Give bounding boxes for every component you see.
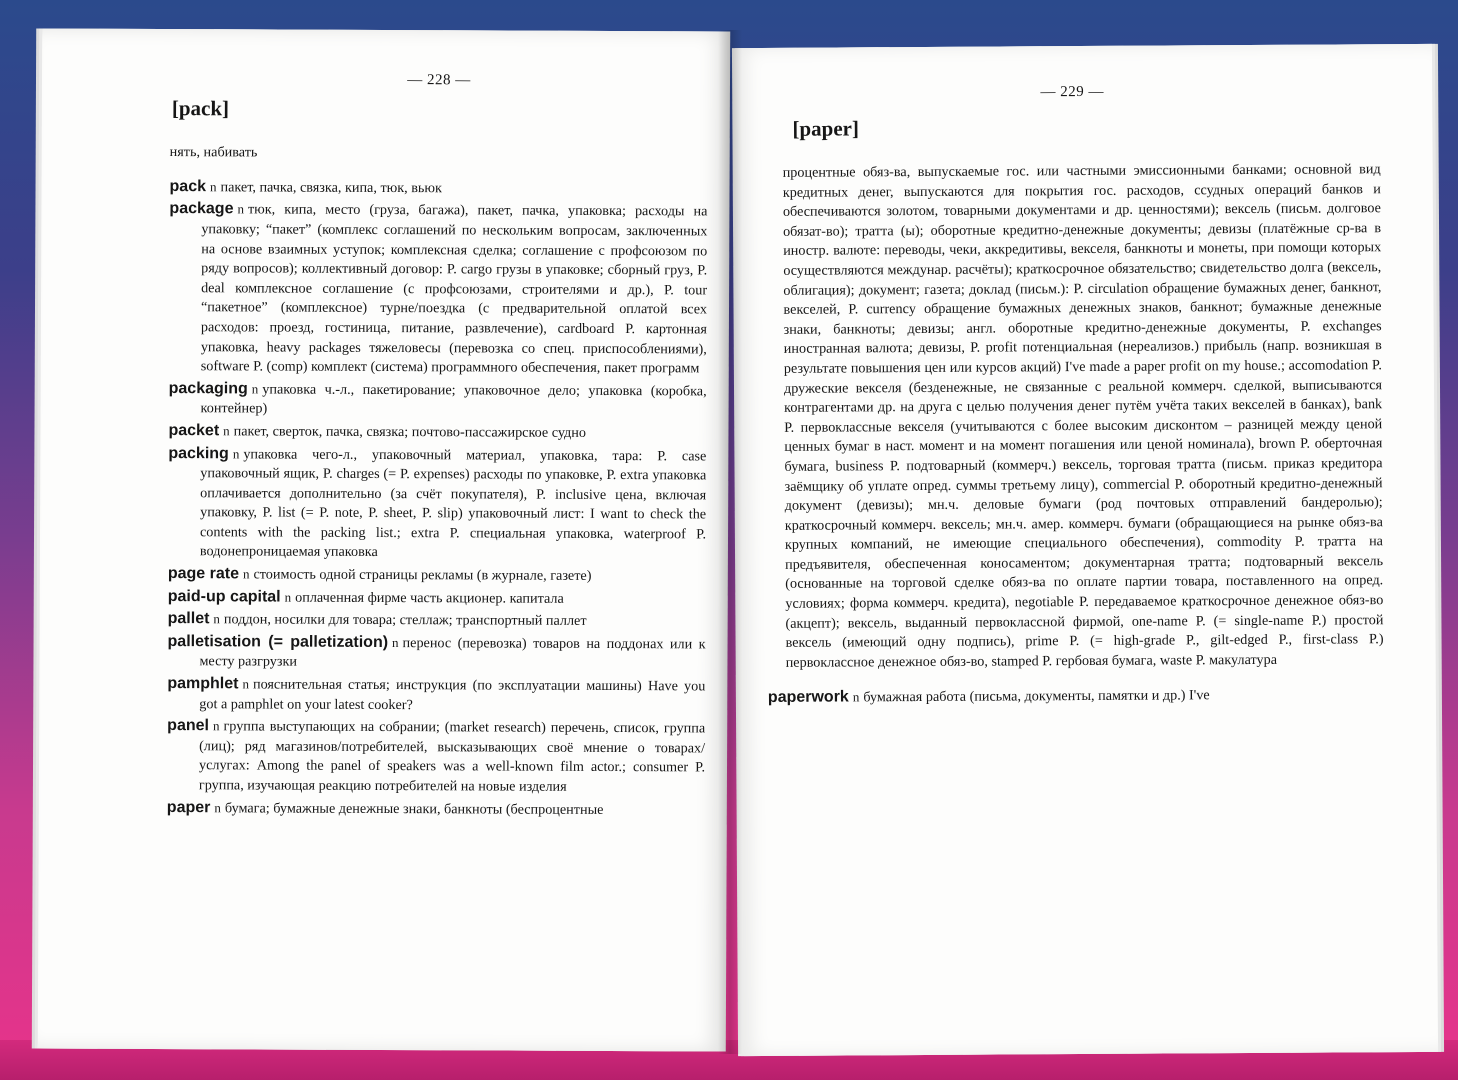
headword: packet [168, 421, 220, 440]
headword: pallet [167, 610, 210, 628]
continuation-text: процентные обяз-ва, выпускаемые гос. или частными эмиссионными банками; основной вид кредитных денег, выпускаются для покрытия гос. расходов, ссудных операций банков и обеспечиваются золотом, товарными документами и др. ценностями); вексель (письм. долговое обязат-во); тратта (ы); оборотные кредитно-денежные документы; девизы (платёжные ср-ва в иностр. валюте: переводы, чеки, аккредитивы, векселя, банкноты и монеты, при помощи которых осуществляются междунар. расчёты); краткосрочное обязательство; свидетельство долга (вексель, облигация); документ; газета; доклад (письм.): P. circulation обращение бумажных денег, банкнот, векселей, P. currency обращение бумажных денежных знаков, банкнот; бумажные денежные знаки, банкноты; девизы; англ. оборотные кредитно-денежные документы, P. exchanges иностранная валюта; девизы, P. profit потенциальная (нереализов.) прибыль (напр. возникшая в результате повышения цен или курсов акций) I've made a paper profit on my house.; accomodation P. дружеские векселя (безденежные, не связанные с реальной коммерч. сделкой, выписываются контрагентами др. на друга с целью получения денег путём учёта таких векселей в банках), bank P. первоклассные векселя (учитываются с более высоким дисконтом – разницей между ценой ценных бумаг в наст. момент и на момент погашения или ценой номинала), brown P. оберточная бумага, business P. подтоварный (коммерч.) вексель, торговая тратта (письм. приказ кредитора заёмщику об уплате опред. суммы третьему лицу), commercial P. оборотный кредитно-денежный документ (девизы); мн.ч. деловые бумаги (род почтовых отправлений бандеролью); краткосрочный коммерч. вексель; мн.ч. амер. коммерч. бумаги (обращающиеся на рынке обяз-ва крупных компаний, не имеющие специального обеспечения), commodity P. тратта на предъявителя, обеспеченная коносаментом; документарная тратта; подтоварный вексель (основанные на торговой сделке обяз-ва по оплате партии товара, поставленного на опред. условиях; форма коммерч. кредита), negotiable P. передаваемое краткосрочное денежное обяз-во (акцепт); вексель, выданный первоклассной фирмой, one-name P. (= single-name P.) простой вексель (имеющий одну подпись), prime P. (= high-grade P., gilt-edged P., first-class P.) первоклассное денежное обяз-во, stamped P. гербовая бумага, waste P. макулатура [782, 161, 1384, 671]
part-of-speech: n [237, 201, 245, 217]
part-of-speech: n [212, 718, 220, 734]
dictionary-entry [168, 587, 706, 610]
definition: пояснительная статья; инструкция (по эксплуатации машины) Have you got a pamphlet on your latest cooker? [199, 676, 706, 713]
definition: бумага; бумажные денежные знаки, банкноты (беспроцентные [224, 799, 604, 818]
part-of-speech: n [214, 799, 221, 815]
definition: перенос (перевозка) товаров на поддонах или к месту разгрузки [199, 634, 706, 671]
definition: группа выступающих на собрании; (market research) перечень, список, группа (лиц); ряд магазинов/потребителей, высказывающих своё мнение о товарах/услугах: Among the panel of speakers was a well-known film actor.; consumer P. группа, изучающая реакцию потребителей на новые изделия [198, 718, 706, 795]
headword: paper [166, 798, 211, 816]
headword: package [169, 200, 234, 218]
definition: стоимость одной страницы рекламы (в журнале, газете) [253, 566, 592, 584]
part-of-speech: n [251, 381, 259, 397]
headword: palletisation (= palletization) [167, 632, 389, 651]
definition: бумажная работа (письма, документы, памятки и др.) I've [863, 686, 1210, 705]
dictionary-entry [169, 379, 707, 422]
headword: page rate [167, 565, 240, 583]
dictionary-entry [168, 444, 707, 565]
headword: paid-up capital [167, 587, 281, 606]
part-of-speech: n [242, 566, 250, 582]
definition: пакет, сверток, пачка, связка; почтово-пассажирское судно [233, 423, 587, 441]
dictionary-entry [167, 632, 705, 675]
part-of-speech: n [213, 611, 220, 627]
dictionary-entry [168, 609, 706, 632]
part-of-speech: n [852, 689, 860, 705]
headword: packaging [168, 379, 248, 398]
definition: пакет, пачка, связка, кипа, тюк, вьюк [220, 179, 442, 197]
definition: упаковка ч.-л., пакетирование; упаковочное дело; упаковка (коробка, контейнер) [200, 381, 707, 417]
part-of-speech: n [209, 179, 217, 195]
definition: тюк, кипа, место (груза, багажа), пакет, пачка, упаковка; расходы на упаковку; “пакет” (комплекс соглашений по нескольким вопросам, заключенных на основе взаимных уступок; комплексная сделка; соглашение с профсоюзом по ряду вопросов); коллективный договор: P. cargo грузы в упаковке; сборный груз, P. deal комплексное соглашение (с профсоюзами, строителями и др.), P. tour “пакетное” (комплексное) турне/поездка (с предварительной оплатой всех расходов: проезд, гостиница, питание, развлечение), cardboard P. картонная упаковка, heavy packages тяжеловесы (перевозка со спец. приспособлениями), software P. (comp) комплект (система) программного обеспечения, пакет программ [200, 201, 708, 377]
definition: упаковка чего-л., упаковочный материал, упаковка, тара: P. case упаковочный ящик, P. charges (= P. expenses) расходы по упаковке, P. extra упаковка оплачивается дополнительно (за счёт покупателя), P. inclusive цена, включая упаковку, P. list (= P. note, P. sheet, P. slip) упаковочный лист: I want to check the contents with the packing list.; extra P. специальная упаковка, waterproof P. водонепроницаемая упаковка [199, 445, 707, 561]
definition: оплаченная фирме часть акционер. капитала [295, 589, 564, 607]
dictionary-entry [168, 421, 706, 444]
page-number: — 229 — [1040, 83, 1105, 101]
page-number: — 228 — [407, 72, 471, 89]
headword: pamphlet [167, 675, 239, 693]
part-of-speech: n [242, 676, 250, 692]
dictionary-entry [168, 564, 706, 587]
headword: paperwork [767, 688, 849, 706]
part-of-speech: n [232, 445, 240, 461]
dictionary-entry [169, 177, 707, 200]
dictionary-entry [768, 684, 1384, 708]
guide-word: [pack] [171, 96, 230, 121]
dictionary-entry [169, 199, 708, 379]
headword: panel [167, 717, 210, 735]
part-of-speech: n [284, 589, 292, 605]
dictionary-entry [167, 798, 705, 821]
part-of-speech: n [392, 634, 399, 650]
dictionary-entry [167, 674, 705, 717]
entries-list [167, 143, 708, 821]
book-spine [718, 30, 742, 1054]
continuation-text: нять, набивать [169, 144, 258, 161]
entries-list [765, 160, 1384, 708]
definition: поддон, носилки для товара; стеллаж; транспортный паллет [223, 611, 587, 630]
part-of-speech: n [223, 423, 230, 439]
guide-word: [paper] [792, 116, 859, 141]
right-page [732, 44, 1438, 1056]
dictionary-entry [167, 716, 705, 798]
left-page [38, 29, 730, 1052]
headword: pack [169, 177, 207, 196]
headword: packing [168, 444, 229, 462]
